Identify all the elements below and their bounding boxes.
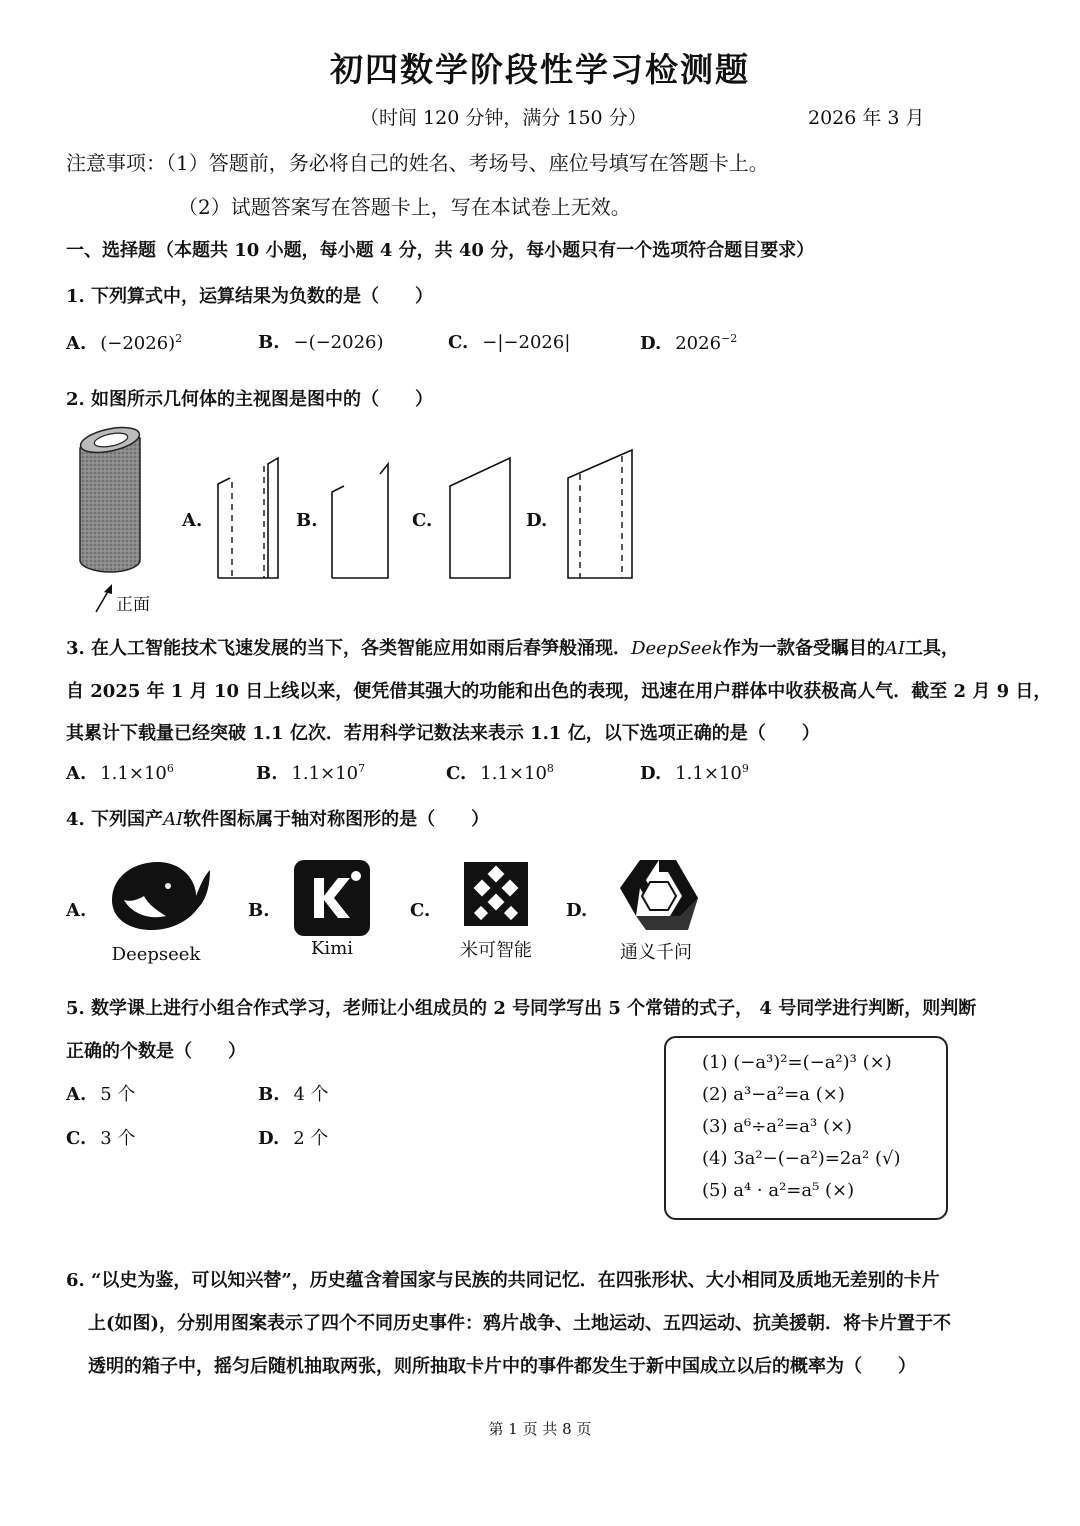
q5-option-d: D. 2 个 (258, 1128, 329, 1149)
view-option-c (450, 458, 510, 578)
question-4-stem: 4. 下列国产AI软件图标属于轴对称图形的是（ ） (66, 809, 490, 830)
question-6-line-3: 透明的箱子中，摇匀后随机抽取两张，则所抽取卡片中的事件都发生于新中国成立以后的概率为（ ） (88, 1356, 916, 1377)
page-title: 初四数学阶段性学习检测题 (330, 50, 750, 89)
q2-label-a: A. (182, 510, 203, 531)
question-5-line-1: 5. 数学课上进行小组合作式学习，老师让小组成员的 2 号同学写出 5 个常错的式子， 4 号同学进行判断，则判断 (66, 998, 977, 1019)
notes-label: 注意事项： (66, 151, 166, 175)
expression-1: (1) (−a³)²=(−a²)³ (×) (702, 1052, 892, 1073)
question-3-line-1: 3. 在人工智能技术飞速发展的当下，各类智能应用如雨后春笋般涌现．DeepSeek作为一款备受瞩目的AI工具， (66, 638, 959, 659)
view-option-d (568, 450, 632, 578)
question-3-line-2: 自 2025 年 1 月 10 日上线以来，便凭借其强大的功能和出色的表现，迅速在用户群体中收获极高人气．截至 2 月 9 日， (66, 681, 1052, 702)
q2-label-b: B. (296, 510, 318, 531)
question-5-line-2: 正确的个数是（ ） (66, 1041, 246, 1062)
question-6-line-2: 上(如图)，分别用图案表示了四个不同历史事件：鸦片战争、土地运动、五四运动、抗美援朝．将卡片置于不 (88, 1313, 952, 1334)
q2-label-c: C. (412, 510, 433, 531)
q5-option-a: A. 5 个 (66, 1084, 136, 1105)
q1-option-d: D. $2026^{-2}$ (640, 332, 738, 354)
note-item-1: （1）答题前，务必将自己的姓名、考场号、座位号填写在答题卡上。 (166, 151, 769, 175)
question-1-stem: 1. 下列算式中，运算结果为负数的是（ ） (66, 286, 434, 307)
expression-3: (3) a⁶÷a²=a³ (×) (702, 1116, 853, 1137)
note-item-2: （2）试题答案写在答题卡上，写在本试卷上无效。 (178, 195, 631, 219)
question-3-line-3: 其累计下载量已经突破 1.1 亿次．若用科学记数法来表示 1.1 亿，以下选项正确的是（ ） (66, 723, 820, 744)
q4-caption-b: Kimi (310, 938, 354, 959)
q3-option-b: B. $1.1\times 10^7$ (256, 762, 366, 784)
q2-figure (70, 420, 660, 620)
kimi-k-icon (294, 860, 370, 936)
q4-caption-c: 米可智能 (460, 940, 532, 961)
q4-caption-d: 通义千问 (620, 942, 692, 963)
expression-4: (4) 3a²−(−a²)=2a² (√) (702, 1148, 901, 1169)
front-label: 正面 (116, 595, 150, 615)
q5-option-b: B. 4 个 (258, 1084, 329, 1105)
cylinder-solid (78, 423, 141, 572)
expressions-box (664, 1036, 948, 1220)
page-footer: 第 1 页 共 8 页 (488, 1420, 592, 1438)
tongyi-qianwen-icon (618, 858, 700, 932)
front-arrow-icon (96, 584, 112, 612)
deepseek-whale-icon (104, 856, 214, 934)
q1-option-c: C. −|−2026| (448, 332, 571, 353)
question-6-line-1: 6. “以史为鉴，可以知兴替”，历史蕴含着国家与民族的共同记忆．在四张形状、大小相同及质地无差别的卡片 (66, 1270, 940, 1291)
view-option-a (218, 458, 278, 578)
q1-option-a: A. $(-2026)^2$ (66, 332, 183, 354)
notes-row-1 (66, 147, 769, 176)
question-2-stem: 2. 如图所示几何体的主视图是图中的（ ） (66, 389, 434, 410)
q4-label-c: C. (410, 900, 431, 921)
q4-label-b: B. (248, 900, 270, 921)
q1-option-b: B. −(−2026) (258, 332, 384, 353)
exam-time-info: （时间 120 分钟，满分 150 分） (360, 107, 647, 129)
q4-label-a: A. (66, 900, 87, 921)
section-heading: 一、选择题（本题共 10 小题，每小题 4 分，共 40 分，每小题只有一个选项符合题目要求） (66, 240, 815, 261)
q3-option-a: A. $1.1\times 10^6$ (66, 762, 174, 784)
q3-option-d: D. $1.1\times 10^9$ (640, 762, 749, 784)
exam-date: 2026 年 3 月 (808, 107, 925, 129)
view-option-b (332, 464, 388, 578)
expression-5: (5) a⁴ · a²=a⁵ (×) (702, 1180, 855, 1201)
expression-2: (2) a³−a²=a (×) (702, 1084, 845, 1105)
q5-option-c: C. 3 个 (66, 1128, 136, 1149)
q2-label-d: D. (526, 510, 548, 531)
q4-caption-a: Deepseek (111, 944, 201, 965)
q4-label-d: D. (566, 900, 588, 921)
mike-ai-icon (464, 862, 528, 926)
q3-option-c: C. $1.1\times 10^8$ (446, 762, 554, 784)
